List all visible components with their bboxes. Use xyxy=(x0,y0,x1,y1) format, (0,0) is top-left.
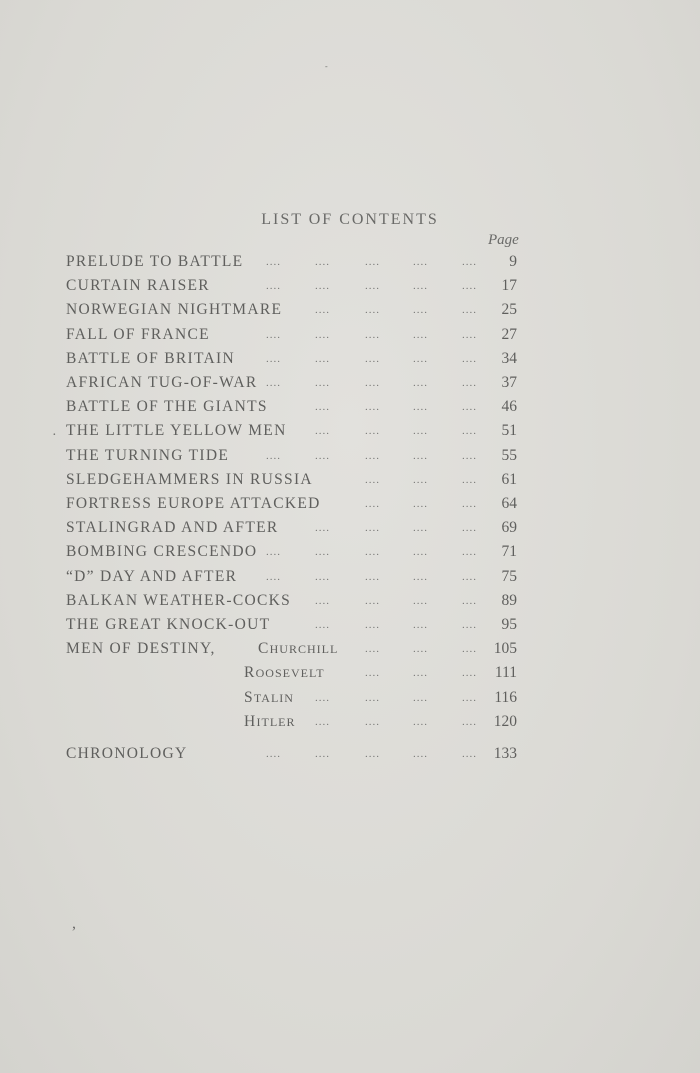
toc-entry xyxy=(0,542,700,566)
leader-dots: .... xyxy=(413,522,428,535)
leader-dots: .... xyxy=(315,449,330,462)
leader-dots: .... xyxy=(365,546,380,559)
leader-dots: .... xyxy=(315,522,330,535)
leader-dots: .... xyxy=(462,748,477,760)
leader-dots: .... xyxy=(315,401,330,414)
leader-dots: .... xyxy=(413,748,428,760)
leader-dots: .... xyxy=(365,256,380,268)
toc-entry-title: BALKAN WEATHER-COCKS xyxy=(66,591,292,609)
leader-dots: .... xyxy=(315,256,330,268)
leader-dots: .... xyxy=(413,594,428,607)
toc-entry xyxy=(0,663,700,687)
toc-entry-title: CURTAIN RAISER xyxy=(66,277,210,295)
leader-dots: .... xyxy=(462,473,477,486)
toc-entry-title: FORTRESS EUROPE ATTACKED xyxy=(66,495,321,512)
toc-entry-title: AFRICAN TUG-OF-WAR xyxy=(66,374,258,391)
toc-entry-title: THE LITTLE YELLOW MEN xyxy=(66,422,287,440)
toc-entry xyxy=(0,397,700,421)
speck-mark: - xyxy=(325,62,328,71)
leader-dots: .... xyxy=(462,377,477,389)
leader-dots: .... xyxy=(266,280,281,293)
leader-dots: .... xyxy=(413,304,428,317)
toc-entry-page-number: 25 xyxy=(501,301,517,319)
leader-dots: .... xyxy=(462,425,477,438)
toc-entry-title: THE GREAT KNOCK-OUT xyxy=(66,616,271,633)
toc-entry xyxy=(0,252,700,276)
leader-dots: .... xyxy=(365,643,380,656)
leader-dots: .... xyxy=(315,570,330,583)
leader-dots: .... xyxy=(365,352,380,365)
toc-entry-title: BOMBING CRESCENDO xyxy=(66,543,258,561)
toc-entry-page-number: 120 xyxy=(493,712,517,730)
leader-dots: .... xyxy=(413,473,428,486)
toc-entry-title: FALL OF FRANCE xyxy=(66,325,210,343)
leader-dots: .... xyxy=(462,522,477,535)
contents-heading: LIST OF CONTENTS xyxy=(261,211,439,228)
leader-dots: .... xyxy=(413,328,428,341)
leader-dots: .... xyxy=(315,748,330,760)
toc-entry-page-number: 61 xyxy=(501,470,517,488)
toc-entry-title: SLEDGEHAMMERS IN RUSSIA xyxy=(66,470,313,488)
toc-entry-title: BATTLE OF BRITAIN xyxy=(66,349,235,367)
toc-entry-page-number: 111 xyxy=(494,664,517,682)
leader-dots: .... xyxy=(413,546,428,559)
leader-dots: .... xyxy=(462,401,477,414)
leader-dots: .... xyxy=(413,691,428,704)
leader-dots: .... xyxy=(365,401,380,414)
leader-dots: .... xyxy=(462,691,477,704)
leader-dots: .... xyxy=(315,377,330,389)
leader-dots: .... xyxy=(413,425,428,438)
leader-dots: .... xyxy=(266,546,281,559)
leader-dots: .... xyxy=(365,619,380,631)
toc-entry xyxy=(0,494,700,518)
leader-dots: .... xyxy=(365,304,380,317)
leader-dots: .... xyxy=(365,691,380,704)
leader-dots: .... xyxy=(315,546,330,559)
toc-entry-page-number: 37 xyxy=(501,374,517,391)
toc-entry-page-number: 51 xyxy=(501,422,517,440)
leader-dots: .... xyxy=(413,280,428,293)
leader-dots: .... xyxy=(462,667,477,680)
toc-entry-title: MEN OF DESTINY, xyxy=(66,640,216,658)
leader-dots: .... xyxy=(413,401,428,414)
toc-entry xyxy=(0,470,700,494)
toc-entry-subtitle: CHURCHILL xyxy=(258,640,339,658)
leader-dots: .... xyxy=(462,715,477,728)
leader-dots: .... xyxy=(315,280,330,293)
toc-entry xyxy=(0,349,700,373)
toc-entry-subtitle: HITLER xyxy=(244,712,296,730)
leader-dots: .... xyxy=(462,304,477,317)
leader-dots: .... xyxy=(413,449,428,462)
toc-entry-title: NORWEGIAN NIGHTMARE xyxy=(66,301,283,319)
toc-entry xyxy=(0,744,700,768)
leader-dots: .... xyxy=(462,328,477,341)
leader-dots: .... xyxy=(462,352,477,365)
leader-dots: .... xyxy=(462,643,477,656)
toc-entry xyxy=(0,639,700,663)
leader-dots: .... xyxy=(365,473,380,486)
toc-entry xyxy=(0,373,700,397)
toc-entry-title: THE TURNING TIDE xyxy=(66,446,230,464)
leader-dots: .... xyxy=(315,352,330,365)
toc-entry xyxy=(0,615,700,639)
leader-dots: .... xyxy=(462,619,477,631)
leader-dots: .... xyxy=(462,280,477,293)
leader-dots: .... xyxy=(315,715,330,728)
leader-dots: .... xyxy=(413,570,428,583)
toc-entry-page-number: 105 xyxy=(493,640,517,658)
page-column-label: Page xyxy=(488,232,519,248)
leader-dots: .... xyxy=(365,715,380,728)
toc-entry-subtitle: STALIN xyxy=(244,688,294,706)
leader-dots: .... xyxy=(365,667,380,680)
toc-entry-subtitle: ROOSEVELT xyxy=(244,664,325,682)
leader-dots: .... xyxy=(413,715,428,728)
toc-entry-title: BATTLE OF THE GIANTS xyxy=(66,398,268,416)
leader-dots: .... xyxy=(413,377,428,389)
toc-entry xyxy=(0,518,700,542)
toc-entry-page-number: 69 xyxy=(501,519,517,537)
toc-entry-page-number: 116 xyxy=(494,688,517,706)
leader-dots: .... xyxy=(266,352,281,365)
toc-entry-page-number: 46 xyxy=(501,398,517,416)
toc-entry-page-number: 89 xyxy=(501,591,517,609)
leader-dots: .... xyxy=(462,256,477,268)
leader-dots: .... xyxy=(266,449,281,462)
leader-dots: .... xyxy=(315,691,330,704)
toc-entry xyxy=(0,567,700,591)
leader-dots: .... xyxy=(266,256,281,268)
toc-entry-page-number: 133 xyxy=(493,745,517,762)
toc-entry-page-number: 75 xyxy=(501,567,517,585)
toc-entry-title: CHRONOLOGY xyxy=(66,745,188,762)
toc-entry xyxy=(0,688,700,712)
leader-dots: .... xyxy=(266,748,281,760)
toc-entry xyxy=(0,300,700,324)
toc-entry xyxy=(0,276,700,300)
leader-dots: .... xyxy=(315,619,330,631)
toc-entry-title: “D” DAY AND AFTER xyxy=(66,567,238,585)
leader-dots: .... xyxy=(365,280,380,293)
toc-entry xyxy=(0,712,700,736)
toc-entry-title: STALINGRAD AND AFTER xyxy=(66,519,279,537)
leader-dots: .... xyxy=(315,425,330,438)
toc-entry-page-number: 64 xyxy=(501,495,517,512)
speck-mark: · xyxy=(52,428,57,443)
leader-dots: .... xyxy=(413,667,428,680)
speck-mark: , xyxy=(72,915,76,932)
leader-dots: .... xyxy=(462,546,477,559)
toc-entry-page-number: 95 xyxy=(501,616,517,633)
leader-dots: .... xyxy=(365,449,380,462)
toc-entry xyxy=(0,325,700,349)
leader-dots: .... xyxy=(462,498,477,510)
leader-dots: .... xyxy=(266,377,281,389)
leader-dots: .... xyxy=(462,570,477,583)
leader-dots: .... xyxy=(365,328,380,341)
leader-dots: .... xyxy=(365,570,380,583)
leader-dots: .... xyxy=(413,498,428,510)
leader-dots: .... xyxy=(266,328,281,341)
leader-dots: .... xyxy=(462,594,477,607)
leader-dots: .... xyxy=(365,594,380,607)
leader-dots: .... xyxy=(413,619,428,631)
leader-dots: .... xyxy=(462,449,477,462)
leader-dots: .... xyxy=(365,748,380,760)
toc-entry-page-number: 9 xyxy=(509,253,517,270)
toc-entry-page-number: 55 xyxy=(501,446,517,464)
toc-entry xyxy=(0,591,700,615)
toc-entry-page-number: 17 xyxy=(501,277,517,295)
leader-dots: .... xyxy=(413,643,428,656)
leader-dots: .... xyxy=(266,570,281,583)
leader-dots: .... xyxy=(413,352,428,365)
toc-entry-page-number: 34 xyxy=(501,349,517,367)
leader-dots: .... xyxy=(365,522,380,535)
leader-dots: .... xyxy=(315,304,330,317)
leader-dots: .... xyxy=(365,425,380,438)
leader-dots: .... xyxy=(413,256,428,268)
toc-entry-page-number: 71 xyxy=(501,543,517,561)
toc-entry xyxy=(0,446,700,470)
toc-entry-title: PRELUDE TO BATTLE xyxy=(66,253,244,270)
leader-dots: .... xyxy=(315,594,330,607)
toc-entry-page-number: 27 xyxy=(501,325,517,343)
leader-dots: .... xyxy=(365,498,380,510)
leader-dots: .... xyxy=(365,377,380,389)
leader-dots: .... xyxy=(315,328,330,341)
toc-entry xyxy=(0,421,700,445)
